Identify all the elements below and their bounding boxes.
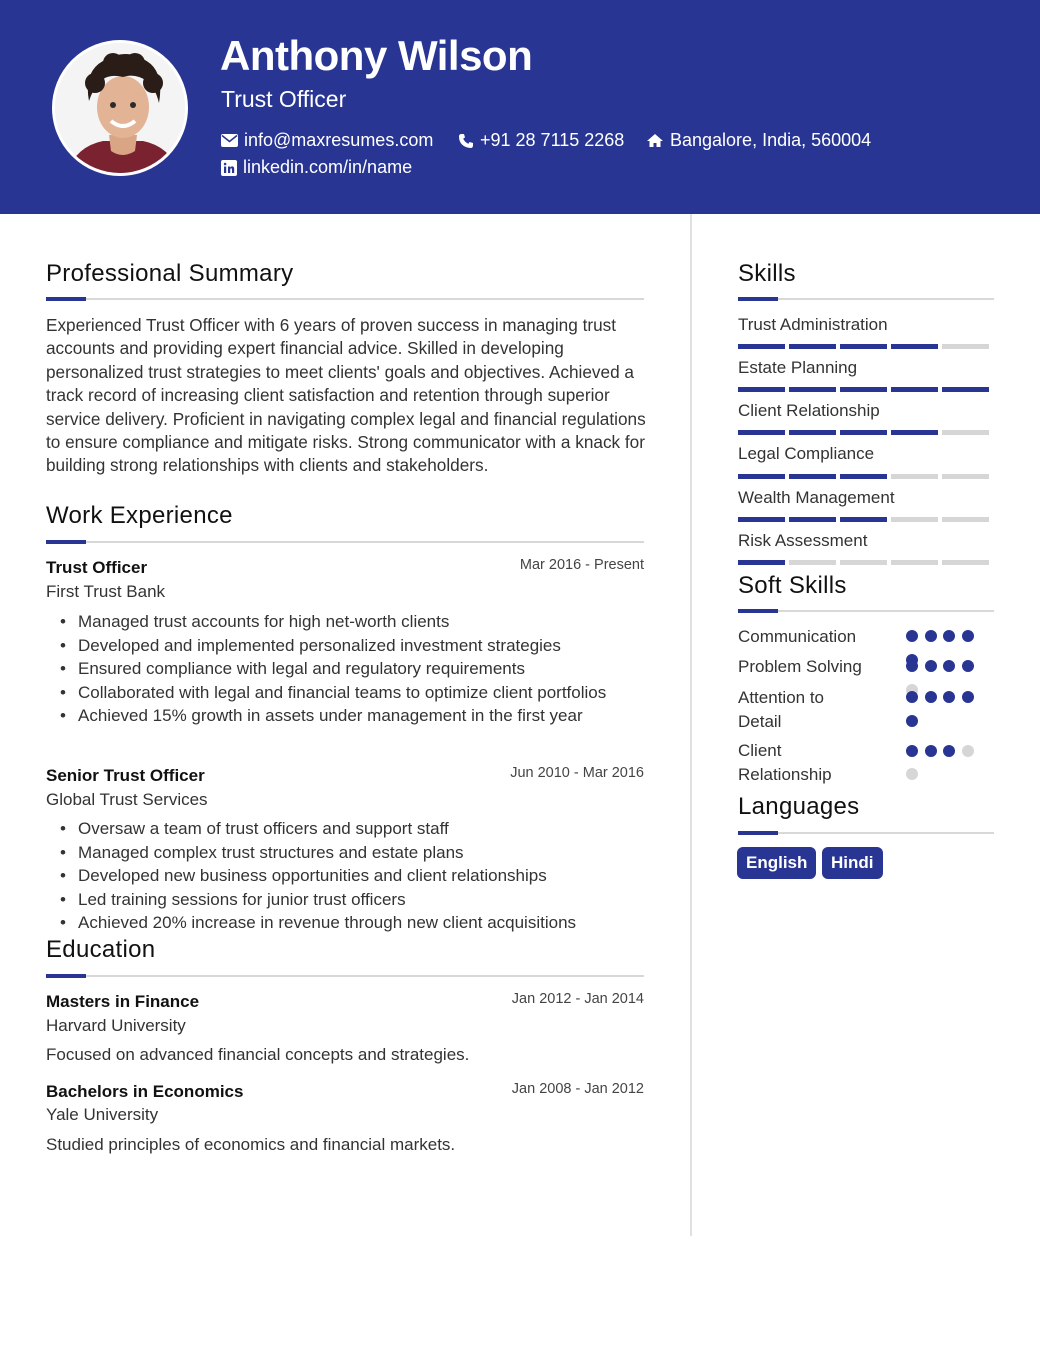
job-bullet: • Achieved 15% growth in assets under management in the first year: [60, 704, 650, 728]
phone-icon: [458, 133, 474, 149]
soft-skill-name: Client Relationship: [738, 741, 832, 784]
skills-rule: [738, 298, 994, 300]
skill-bar-segment-filled: [891, 344, 938, 349]
soft-skills-heading: Soft Skills: [738, 572, 847, 599]
skill-name: Estate Planning: [738, 358, 858, 377]
school-name: Yale University: [46, 1105, 159, 1124]
skill-bar-segment-empty: [840, 560, 887, 565]
job-bullets: [60, 610, 650, 728]
skill-bar-segment-empty: [942, 517, 989, 522]
degree-title: Masters in Finance: [46, 992, 200, 1011]
rating-dot-empty: [906, 768, 918, 780]
skill-bar-segment-filled: [738, 430, 785, 435]
skill-bar-segment-filled: [840, 517, 887, 522]
rating-dot-filled: [962, 630, 974, 642]
job-bullet: • Developed new business opportunities and client relationships: [60, 864, 650, 888]
avatar-photo: [55, 43, 188, 176]
job-bullet: • Managed trust accounts for high net-worth clients: [60, 610, 650, 634]
skill-level-bar: [738, 560, 994, 565]
phone-text: +91 28 7115 2268: [480, 130, 625, 150]
rating-dot-filled: [925, 660, 937, 672]
contact-email[interactable]: [221, 130, 433, 151]
school-name: Harvard University: [46, 1016, 186, 1035]
soft-skill-name: Communication: [738, 627, 857, 646]
envelope-icon: [221, 134, 238, 147]
experience-heading: Work Experience: [46, 502, 233, 529]
job-bullet: • Oversaw a team of trust officers and support staff: [60, 817, 650, 841]
summary-text: Experienced Trust Officer with 6 years of proven success in managing trust accounts and providing expert financial advice. Skilled in developing personalized trust strategies to meet clients' goals and objectives. Achieved a track record of increasing client satisfaction and retention through superior service delivery. Proficient in navigating complex legal and financial regulations to ensure compliance and mitigate risks. Strong communicator with a knack for building strong relationships with clients and stakeholders.: [46, 315, 646, 476]
language-badge: English: [737, 847, 816, 879]
skill-bar-segment-filled: [738, 344, 785, 349]
rating-dot-filled: [925, 630, 937, 642]
skill-name: Client Relationship: [738, 401, 880, 420]
skill-bar-segment-filled: [738, 387, 785, 392]
rating-dot-filled: [943, 660, 955, 672]
email-text: info@maxresumes.com: [244, 130, 434, 150]
skill-name: Legal Compliance: [738, 444, 875, 463]
job-bullet: • Achieved 20% increase in revenue through new client acquisitions: [60, 911, 650, 935]
skill-bar-segment-filled: [891, 387, 938, 392]
education-description: Focused on advanced financial concepts and strategies.: [46, 1045, 470, 1064]
skill-bar-segment-filled: [738, 517, 785, 522]
experience-rule: [46, 541, 644, 543]
skill-bar-segment-empty: [891, 517, 938, 522]
skill-bar-segment-empty: [891, 560, 938, 565]
skill-bar-segment-filled: [840, 474, 887, 479]
skill-bar-segment-empty: [942, 474, 989, 479]
education-date: Jan 2012 - Jan 2014: [511, 991, 644, 1007]
rating-dot-filled: [962, 660, 974, 672]
location-text: Bangalore, India, 560004: [670, 130, 872, 150]
skill-bar-segment-filled: [840, 387, 887, 392]
contact-location: [646, 130, 871, 151]
rating-dot-filled: [906, 660, 918, 672]
column-divider: [690, 214, 692, 1236]
job-company: Global Trust Services: [46, 790, 208, 809]
skill-name: Trust Administration: [738, 315, 888, 334]
skill-bar-segment-filled: [789, 387, 836, 392]
job-title: Senior Trust Officer: [46, 766, 205, 785]
skill-name: Wealth Management: [738, 488, 895, 507]
languages-rule: [738, 832, 994, 834]
skill-bar-segment-filled: [789, 517, 836, 522]
education-heading: Education: [46, 936, 156, 963]
skill-bar-segment-filled: [789, 430, 836, 435]
skill-bar-segment-empty: [942, 430, 989, 435]
skill-bar-segment-filled: [891, 430, 938, 435]
job-bullet: • Collaborated with legal and financial teams to optimize client portfolios: [60, 681, 650, 705]
skill-bar-segment-filled: [840, 344, 887, 349]
summary-heading: Professional Summary: [46, 260, 294, 287]
skill-level-bar: [738, 474, 994, 479]
job-bullet: • Ensured compliance with legal and regulatory requirements: [60, 657, 650, 681]
skill-bar-segment-empty: [891, 474, 938, 479]
education-rule: [46, 975, 644, 977]
resume-header: [0, 0, 1040, 214]
rating-dot-filled: [962, 691, 974, 703]
skill-level-bar: [738, 430, 994, 435]
languages-heading: Languages: [738, 793, 860, 820]
job-bullets: [60, 817, 650, 935]
linkedin-text: linkedin.com/in/name: [243, 157, 413, 177]
rating-dot-filled: [943, 691, 955, 703]
soft-skill-name: Attention to Detail: [738, 688, 825, 731]
candidate-title: Trust Officer: [221, 86, 347, 112]
skill-level-bar: [738, 344, 994, 349]
skill-name: Risk Assessment: [738, 531, 868, 550]
soft-skills-rule: [738, 610, 994, 612]
skill-level-bar: [738, 387, 994, 392]
skills-heading: Skills: [738, 260, 796, 287]
avatar: [52, 40, 188, 176]
education-date: Jan 2008 - Jan 2012: [511, 1081, 644, 1097]
job-company: First Trust Bank: [46, 582, 166, 601]
skill-bar-segment-empty: [942, 344, 989, 349]
skill-bar-segment-filled: [738, 474, 785, 479]
skill-bar-segment-filled: [840, 430, 887, 435]
rating-dot-filled: [906, 691, 918, 703]
rating-dot-filled: [906, 715, 918, 727]
job-date: Mar 2016 - Present: [519, 557, 644, 573]
soft-skill-name: Problem Solving: [738, 657, 862, 676]
job-title: Trust Officer: [46, 558, 148, 577]
rating-dot-filled: [943, 745, 955, 757]
skill-bar-segment-empty: [789, 560, 836, 565]
job-bullet: • Managed complex trust structures and estate plans: [60, 841, 650, 865]
skill-level-bar: [738, 517, 994, 522]
contact-linkedin[interactable]: [221, 157, 412, 178]
summary-rule: [46, 298, 644, 300]
degree-title: Bachelors in Economics: [46, 1082, 244, 1101]
skill-bar-segment-empty: [942, 560, 989, 565]
skill-bar-segment-filled: [942, 387, 989, 392]
job-date: Jun 2010 - Mar 2016: [510, 765, 644, 781]
job-bullet: • Led training sessions for junior trust officers: [60, 888, 650, 912]
rating-dot-filled: [943, 630, 955, 642]
rating-dot-empty: [962, 745, 974, 757]
linkedin-icon: [221, 160, 237, 176]
skill-bar-segment-filled: [789, 474, 836, 479]
skill-bar-segment-filled: [789, 344, 836, 349]
candidate-name: Anthony Wilson: [220, 32, 533, 79]
rating-dot-filled: [906, 630, 918, 642]
rating-dot-filled: [925, 745, 937, 757]
education-description: Studied principles of economics and financial markets.: [46, 1135, 456, 1154]
home-icon: [646, 133, 664, 148]
rating-dot-filled: [925, 691, 937, 703]
skill-bar-segment-filled: [738, 560, 785, 565]
job-bullet: • Developed and implemented personalized investment strategies: [60, 634, 650, 658]
rating-dot-filled: [906, 745, 918, 757]
language-badge: Hindi: [822, 847, 883, 879]
contact-phone[interactable]: [458, 130, 624, 151]
